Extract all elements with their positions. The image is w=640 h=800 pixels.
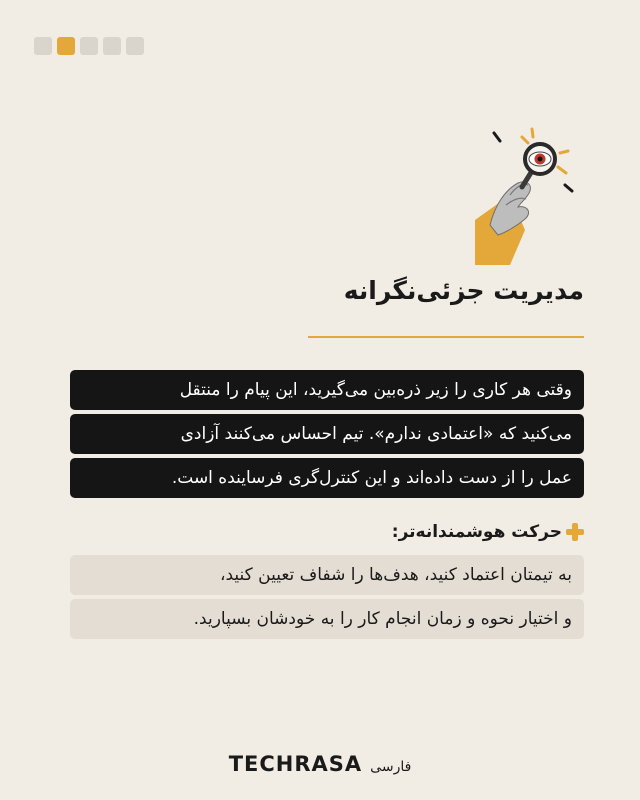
- progress-dots: [34, 37, 144, 55]
- progress-dot: [80, 37, 98, 55]
- smart-move-line: و اختیار نحوه و زمان انجام کار را به خودشان بسپارید.: [70, 599, 584, 639]
- hand-magnifier-eye-icon: [470, 125, 580, 265]
- paragraph-line: عمل را از دست داده‌اند و این کنترل‌گری فرساینده است.: [70, 458, 584, 498]
- brand-sub: فارسی: [370, 759, 412, 775]
- title-underline: [308, 336, 584, 338]
- paragraph-line: وقتی هر کاری را زیر ذره‌بین می‌گیرید، این پیام را منتقل: [70, 370, 584, 410]
- smart-move-line: به تیمتان اعتماد کنید، هدف‌ها را شفاف تعیین کنید،: [70, 555, 584, 595]
- smart-move-block: [70, 555, 584, 643]
- progress-dot: [126, 37, 144, 55]
- smart-move-label: حرکت هوشمندانه‌تر:: [391, 522, 562, 542]
- page-title: مدیریت جزئی‌نگرانه: [343, 276, 584, 305]
- brand-name: TECHRASA: [228, 752, 363, 776]
- brand-logo: [0, 752, 640, 776]
- smart-move-heading: [392, 522, 584, 542]
- paragraph-line: می‌کنید که «اعتمادی ندارم». تیم احساس می‌کنند آزادی: [70, 414, 584, 454]
- progress-dot-active: [57, 37, 75, 55]
- paragraph-block: [70, 370, 584, 502]
- progress-dot: [34, 37, 52, 55]
- plus-icon: [566, 523, 584, 541]
- progress-dot: [103, 37, 121, 55]
